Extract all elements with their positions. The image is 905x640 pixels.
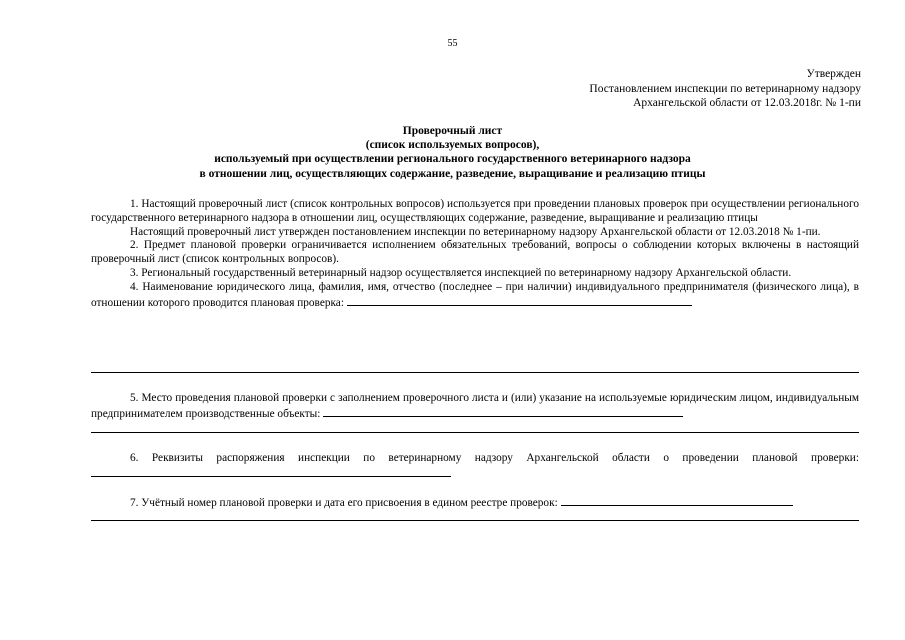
title-line-3: используемый при осуществлении регионального государственного ветеринарного надзора: [214, 153, 691, 166]
paragraph-1b: Настоящий проверочный лист утвержден постановлением инспекции по ветеринарному надзору Архангельской области от 12.03.2018 № 1-пи.: [130, 225, 821, 238]
approval-line-2: Постановлением инспекции по ветеринарному надзору: [589, 82, 861, 95]
fill-line-4a[interactable]: [347, 295, 692, 306]
approval-block: [531, 67, 861, 111]
approval-line-3: Архангельской области от 12.03.2018г. № 1-пи: [633, 97, 861, 109]
fill-line-6a[interactable]: [91, 466, 451, 477]
fill-line-4b[interactable]: [91, 372, 859, 373]
document-title: [0, 124, 905, 181]
fill-line-7a[interactable]: [561, 495, 793, 506]
fill-line-5a[interactable]: [323, 406, 683, 417]
paragraph-7: [91, 495, 859, 511]
paragraph-6-text: 6. Реквизиты распоряжения инспекции по ветеринарному надзору Архангельской области о проведении плановой проверки:: [130, 452, 859, 464]
paragraph-4: [91, 281, 859, 311]
paragraph-1: 1. Настоящий проверочный лист (список контрольных вопросов) используется при проведении плановых проверок при осуществлении регионального государственного ветеринарного надзора в отношении лиц, осуществляющих содержание, разведение, выращивание и реализацию птицы: [91, 198, 859, 224]
document-body: [91, 198, 859, 310]
approval-line-1: Утвержден: [806, 68, 861, 80]
paragraph-6: [91, 452, 859, 482]
fill-line-5b[interactable]: [91, 432, 859, 433]
title-line-1: Проверочный лист: [402, 125, 503, 137]
paragraph-5-text: 5. Место проведения плановой проверки с заполнением проверочного листа и (или) указание на используемые юридическим лицом, индивидуальным предпринимателем производственные объекты:: [91, 392, 859, 420]
title-line-4: в отношении лиц, осуществляющих содержание, разведение, выращивание и реализацию птицы: [199, 167, 706, 180]
document-body-6: [91, 452, 859, 482]
paragraph-7-text: 7. Учётный номер плановой проверки и дата его присвоения в едином реестре проверок:: [130, 497, 558, 509]
document-body-5: [91, 392, 859, 422]
paragraph-3: 3. Региональный государственный ветеринарный надзор осуществляется инспекцией по ветеринарному надзору Архангельской области.: [130, 266, 792, 279]
paragraph-5: [91, 392, 859, 422]
paragraph-4-text: 4. Наименование юридического лица, фамилия, имя, отчество (последнее – при наличии) индивидуального предпринимателя (физического лица), в отношении которого проводится плановая проверка:: [91, 280, 859, 309]
title-line-2: (список используемых вопросов),: [365, 139, 540, 152]
paragraph-2: 2. Предмет плановой проверки ограничивается исполнением обязательных требований, вопросы о соблюдении которых включены в настоящий проверочный лист (список контрольных вопросов).: [91, 239, 859, 266]
fill-line-7b[interactable]: [91, 520, 859, 521]
page-number: 55: [447, 38, 458, 49]
document-body-7: [91, 495, 859, 511]
